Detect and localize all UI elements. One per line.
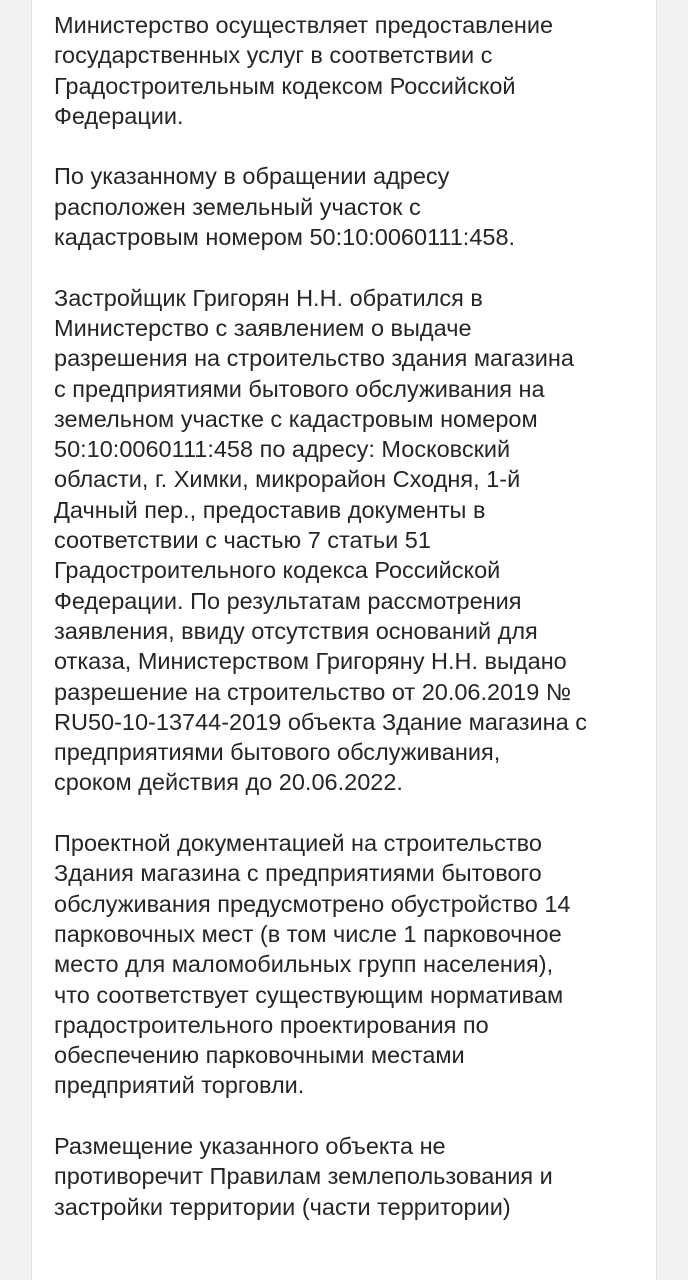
paragraph <box>54 10 654 131</box>
text-line: Министерство с заявлением о выдаче <box>54 314 472 341</box>
paragraph-gap <box>54 1101 654 1131</box>
text-line: 50:10:0060111:458 по адресу: Московский <box>54 436 511 463</box>
text-line: RU50-10-13744-2019 объекта Здание магазина с <box>54 708 587 735</box>
text-line: обеспечению парковочными местами <box>54 1042 465 1069</box>
text-line: Застройщик Григорян Н.Н. обратился в <box>54 284 483 311</box>
text-line: застройки территории (части территории) <box>54 1193 511 1220</box>
text-line: сроком действия до 20.06.2022. <box>54 769 403 796</box>
document-text <box>54 10 654 1222</box>
text-line: парковочных мест (в том числе 1 парковочное <box>54 920 562 947</box>
paragraph-gap <box>54 798 654 828</box>
text-line: государственных услуг в соответствии с <box>54 42 493 69</box>
text-line: обслуживания предусмотрено обустройство 14 <box>54 890 571 917</box>
text-line: Федерации. По результатам рассмотрения <box>54 587 522 614</box>
paragraph <box>54 1131 654 1222</box>
text-line: противоречит Правилам землепользования и <box>54 1163 553 1190</box>
text-line: предприятий торговли. <box>54 1072 305 1099</box>
text-line: Размещение указанного объекта не <box>54 1132 446 1159</box>
text-line: Градостроительным кодексом Российской <box>54 72 516 99</box>
text-line: с предприятиями бытового обслуживания на <box>54 375 545 402</box>
text-line: По указанному в обращении адресу <box>54 163 450 190</box>
text-line: области, г. Химки, микрорайон Сходня, 1-й <box>54 466 521 493</box>
paragraph-gap <box>54 252 654 282</box>
text-line: соответствии с частью 7 статьи 51 <box>54 527 431 554</box>
paragraph <box>54 828 654 1101</box>
text-line: расположен земельный участок с <box>54 193 421 220</box>
text-line: Здания магазина с предприятиями бытового <box>54 860 542 887</box>
document-page <box>31 0 657 1280</box>
text-line: Проектной документацией на строительство <box>54 830 542 857</box>
text-line: заявления, ввиду отсутствия оснований для <box>54 617 538 644</box>
text-line: градостроительного проектирования по <box>54 1011 489 1038</box>
text-line: Дачный пер., предоставив документы в <box>54 496 486 523</box>
text-line: кадастровым номером 50:10:0060111:458. <box>54 224 516 251</box>
text-line: земельном участке с кадастровым номером <box>54 405 538 432</box>
text-line: что соответствует существующим нормативам <box>54 981 564 1008</box>
text-line: разрешения на строительство здания магазина <box>54 345 574 372</box>
text-line: предприятиями бытового обслуживания, <box>54 739 501 766</box>
text-line: Градостроительного кодекса Российской <box>54 557 501 584</box>
paragraph-gap <box>54 131 654 161</box>
text-line: отказа, Министерством Григоряну Н.Н. выдано <box>54 648 567 675</box>
text-line: Министерство осуществляет предоставление <box>54 12 554 38</box>
paragraph <box>54 161 654 252</box>
text-line: место для маломобильных групп населения), <box>54 951 554 978</box>
text-line: Федерации. <box>54 102 184 129</box>
paragraph <box>54 283 654 798</box>
text-line: разрешение на строительство от 20.06.2019 № <box>54 678 572 705</box>
